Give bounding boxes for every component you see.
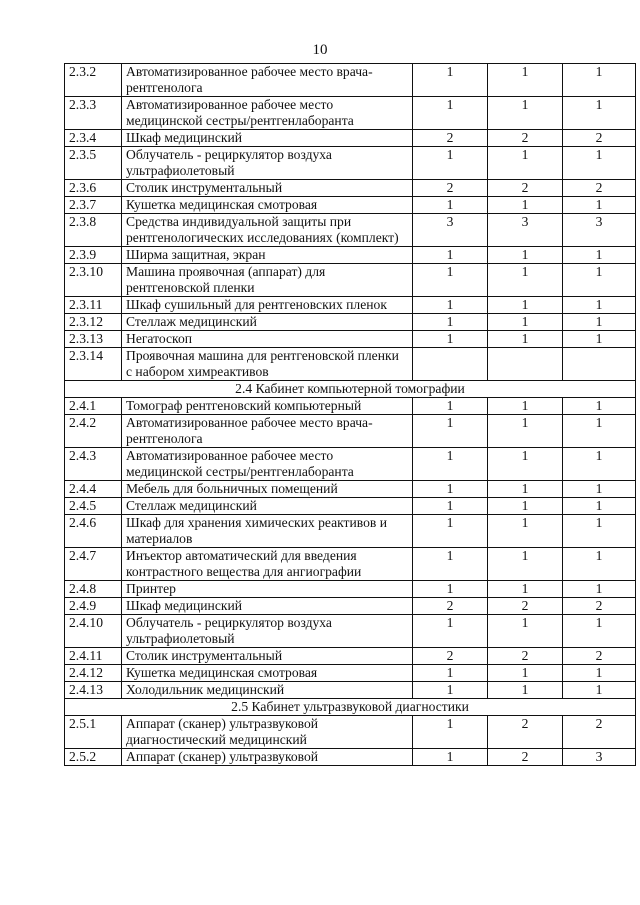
table-row bbox=[65, 515, 636, 548]
table-row bbox=[65, 682, 636, 699]
quantity-3: 1 bbox=[563, 498, 636, 515]
quantity-1: 1 bbox=[413, 749, 488, 766]
item-code: 2.4.10 bbox=[65, 615, 122, 648]
item-name: Облучатель - рециркулятор воздуха ультрафиолетовый bbox=[122, 615, 413, 648]
item-name: Инъектор автоматический для введения контрастного вещества для ангиографии bbox=[122, 548, 413, 581]
quantity-2: 1 bbox=[488, 615, 563, 648]
quantity-2: 1 bbox=[488, 415, 563, 448]
table-row bbox=[65, 97, 636, 130]
item-code: 2.4.7 bbox=[65, 548, 122, 581]
section-title: 2.4 Кабинет компьютерной томографии bbox=[65, 381, 636, 398]
quantity-2: 1 bbox=[488, 147, 563, 180]
table-row bbox=[65, 147, 636, 180]
quantity-1: 2 bbox=[413, 648, 488, 665]
quantity-1: 1 bbox=[413, 331, 488, 348]
item-code: 2.4.9 bbox=[65, 598, 122, 615]
quantity-3: 2 bbox=[563, 648, 636, 665]
quantity-1: 3 bbox=[413, 214, 488, 247]
quantity-1: 1 bbox=[413, 64, 488, 97]
item-name: Шкаф сушильный для рентгеновских пленок bbox=[122, 297, 413, 314]
item-name: Автоматизированное рабочее место медицинской сестры/рентгенлаборанта bbox=[122, 448, 413, 481]
item-name: Аппарат (сканер) ультразвуковой диагностический медицинский bbox=[122, 716, 413, 749]
item-code: 2.3.5 bbox=[65, 147, 122, 180]
item-name: Проявочная машина для рентгеновской пленки с набором химреактивов bbox=[122, 348, 413, 381]
quantity-1: 2 bbox=[413, 180, 488, 197]
quantity-2 bbox=[488, 348, 563, 381]
quantity-3: 2 bbox=[563, 598, 636, 615]
item-name: Автоматизированное рабочее место врача-рентгенолога bbox=[122, 415, 413, 448]
quantity-1: 1 bbox=[413, 398, 488, 415]
quantity-3: 1 bbox=[563, 515, 636, 548]
quantity-2: 2 bbox=[488, 598, 563, 615]
table-row bbox=[65, 548, 636, 581]
quantity-2: 2 bbox=[488, 716, 563, 749]
quantity-2: 1 bbox=[488, 548, 563, 581]
item-code: 2.3.4 bbox=[65, 130, 122, 147]
quantity-3: 2 bbox=[563, 130, 636, 147]
item-code: 2.4.11 bbox=[65, 648, 122, 665]
item-code: 2.4.8 bbox=[65, 581, 122, 598]
quantity-2: 1 bbox=[488, 297, 563, 314]
quantity-2: 2 bbox=[488, 130, 563, 147]
quantity-1: 1 bbox=[413, 515, 488, 548]
item-name: Принтер bbox=[122, 581, 413, 598]
item-code: 2.3.13 bbox=[65, 331, 122, 348]
item-name: Стеллаж медицинский bbox=[122, 314, 413, 331]
quantity-3: 2 bbox=[563, 180, 636, 197]
item-code: 2.4.4 bbox=[65, 481, 122, 498]
quantity-2: 3 bbox=[488, 214, 563, 247]
quantity-3: 3 bbox=[563, 214, 636, 247]
table-row bbox=[65, 297, 636, 314]
table-row bbox=[65, 331, 636, 348]
quantity-3: 1 bbox=[563, 197, 636, 214]
quantity-3 bbox=[563, 348, 636, 381]
quantity-1: 1 bbox=[413, 615, 488, 648]
table-row bbox=[65, 314, 636, 331]
quantity-2: 1 bbox=[488, 682, 563, 699]
table-row bbox=[65, 648, 636, 665]
table-row bbox=[65, 415, 636, 448]
item-name: Шкаф медицинский bbox=[122, 598, 413, 615]
table-row bbox=[65, 448, 636, 481]
table-row bbox=[65, 214, 636, 247]
table-row bbox=[65, 749, 636, 766]
item-name: Автоматизированное рабочее место медицинской сестры/рентгенлаборанта bbox=[122, 97, 413, 130]
quantity-1: 1 bbox=[413, 314, 488, 331]
table-row bbox=[65, 180, 636, 197]
item-code: 2.3.6 bbox=[65, 180, 122, 197]
quantity-2: 1 bbox=[488, 448, 563, 481]
item-code: 2.3.11 bbox=[65, 297, 122, 314]
table-row bbox=[65, 348, 636, 381]
quantity-2: 1 bbox=[488, 398, 563, 415]
quantity-1: 1 bbox=[413, 682, 488, 699]
quantity-3: 1 bbox=[563, 682, 636, 699]
item-name: Облучатель - рециркулятор воздуха ультрафиолетовый bbox=[122, 147, 413, 180]
item-name: Шкаф медицинский bbox=[122, 130, 413, 147]
item-code: 2.3.7 bbox=[65, 197, 122, 214]
quantity-3: 1 bbox=[563, 331, 636, 348]
item-name: Шкаф для хранения химических реактивов и материалов bbox=[122, 515, 413, 548]
item-code: 2.3.10 bbox=[65, 264, 122, 297]
table-row bbox=[65, 665, 636, 682]
quantity-3: 1 bbox=[563, 481, 636, 498]
quantity-3: 1 bbox=[563, 297, 636, 314]
item-code: 2.4.6 bbox=[65, 515, 122, 548]
item-name: Аппарат (сканер) ультразвуковой bbox=[122, 749, 413, 766]
quantity-2: 1 bbox=[488, 314, 563, 331]
item-name: Кушетка медицинская смотровая bbox=[122, 665, 413, 682]
quantity-1: 1 bbox=[413, 665, 488, 682]
table-row bbox=[65, 615, 636, 648]
quantity-2: 2 bbox=[488, 180, 563, 197]
quantity-2: 1 bbox=[488, 515, 563, 548]
table-row bbox=[65, 197, 636, 214]
quantity-2: 2 bbox=[488, 749, 563, 766]
section-header-row bbox=[65, 699, 636, 716]
quantity-3: 1 bbox=[563, 147, 636, 180]
item-name: Ширма защитная, экран bbox=[122, 247, 413, 264]
quantity-2: 1 bbox=[488, 665, 563, 682]
item-name: Негатоскоп bbox=[122, 331, 413, 348]
quantity-3: 1 bbox=[563, 415, 636, 448]
item-name: Стеллаж медицинский bbox=[122, 498, 413, 515]
quantity-1: 1 bbox=[413, 197, 488, 214]
item-name: Мебель для больничных помещений bbox=[122, 481, 413, 498]
quantity-3: 1 bbox=[563, 398, 636, 415]
quantity-2: 1 bbox=[488, 331, 563, 348]
item-code: 2.4.13 bbox=[65, 682, 122, 699]
quantity-1: 1 bbox=[413, 247, 488, 264]
quantity-2: 2 bbox=[488, 648, 563, 665]
item-code: 2.3.9 bbox=[65, 247, 122, 264]
table-row bbox=[65, 498, 636, 515]
quantity-3: 1 bbox=[563, 581, 636, 598]
item-code: 2.4.3 bbox=[65, 448, 122, 481]
quantity-2: 1 bbox=[488, 264, 563, 297]
item-code: 2.4.1 bbox=[65, 398, 122, 415]
table-row bbox=[65, 264, 636, 297]
quantity-1: 1 bbox=[413, 297, 488, 314]
section-title: 2.5 Кабинет ультразвуковой диагностики bbox=[65, 699, 636, 716]
quantity-3: 1 bbox=[563, 64, 636, 97]
item-name: Столик инструментальный bbox=[122, 648, 413, 665]
quantity-1: 1 bbox=[413, 548, 488, 581]
quantity-3: 1 bbox=[563, 548, 636, 581]
quantity-2: 1 bbox=[488, 97, 563, 130]
item-name: Средства индивидуальной защиты при рентгенологических исследованиях (комплект) bbox=[122, 214, 413, 247]
quantity-2: 1 bbox=[488, 247, 563, 264]
quantity-1: 1 bbox=[413, 481, 488, 498]
table-row bbox=[65, 64, 636, 97]
item-name: Кушетка медицинская смотровая bbox=[122, 197, 413, 214]
table-row bbox=[65, 581, 636, 598]
item-name: Машина проявочная (аппарат) для рентгеновской пленки bbox=[122, 264, 413, 297]
quantity-2: 1 bbox=[488, 197, 563, 214]
quantity-3: 1 bbox=[563, 448, 636, 481]
item-name: Столик инструментальный bbox=[122, 180, 413, 197]
table-row bbox=[65, 130, 636, 147]
item-code: 2.5.2 bbox=[65, 749, 122, 766]
quantity-3: 1 bbox=[563, 97, 636, 130]
quantity-2: 1 bbox=[488, 498, 563, 515]
table-row bbox=[65, 398, 636, 415]
quantity-1: 1 bbox=[413, 716, 488, 749]
table-row bbox=[65, 481, 636, 498]
quantity-3: 2 bbox=[563, 716, 636, 749]
item-code: 2.3.3 bbox=[65, 97, 122, 130]
item-code: 2.3.2 bbox=[65, 64, 122, 97]
page-number: 10 bbox=[312, 42, 328, 58]
quantity-2: 1 bbox=[488, 64, 563, 97]
quantity-1: 2 bbox=[413, 130, 488, 147]
item-code: 2.3.8 bbox=[65, 214, 122, 247]
table-row bbox=[65, 598, 636, 615]
quantity-2: 1 bbox=[488, 581, 563, 598]
quantity-1: 1 bbox=[413, 264, 488, 297]
item-code: 2.4.12 bbox=[65, 665, 122, 682]
table-row bbox=[65, 716, 636, 749]
table-row bbox=[65, 247, 636, 264]
quantity-3: 1 bbox=[563, 665, 636, 682]
quantity-1: 1 bbox=[413, 147, 488, 180]
item-code: 2.5.1 bbox=[65, 716, 122, 749]
quantity-1 bbox=[413, 348, 488, 381]
item-code: 2.4.5 bbox=[65, 498, 122, 515]
quantity-3: 1 bbox=[563, 615, 636, 648]
equipment-table-body bbox=[65, 64, 636, 766]
item-name: Автоматизированное рабочее место врача-рентгенолога bbox=[122, 64, 413, 97]
quantity-3: 1 bbox=[563, 314, 636, 331]
item-name: Холодильник медицинский bbox=[122, 682, 413, 699]
section-header-row bbox=[65, 381, 636, 398]
quantity-1: 1 bbox=[413, 498, 488, 515]
item-code: 2.4.2 bbox=[65, 415, 122, 448]
quantity-3: 1 bbox=[563, 264, 636, 297]
item-code: 2.3.12 bbox=[65, 314, 122, 331]
quantity-2: 1 bbox=[488, 481, 563, 498]
quantity-3: 1 bbox=[563, 247, 636, 264]
item-code: 2.3.14 bbox=[65, 348, 122, 381]
quantity-1: 1 bbox=[413, 448, 488, 481]
equipment-table bbox=[64, 63, 636, 766]
item-name: Томограф рентгеновский компьютерный bbox=[122, 398, 413, 415]
quantity-1: 1 bbox=[413, 581, 488, 598]
quantity-3: 3 bbox=[563, 749, 636, 766]
quantity-1: 2 bbox=[413, 598, 488, 615]
quantity-1: 1 bbox=[413, 415, 488, 448]
quantity-1: 1 bbox=[413, 97, 488, 130]
